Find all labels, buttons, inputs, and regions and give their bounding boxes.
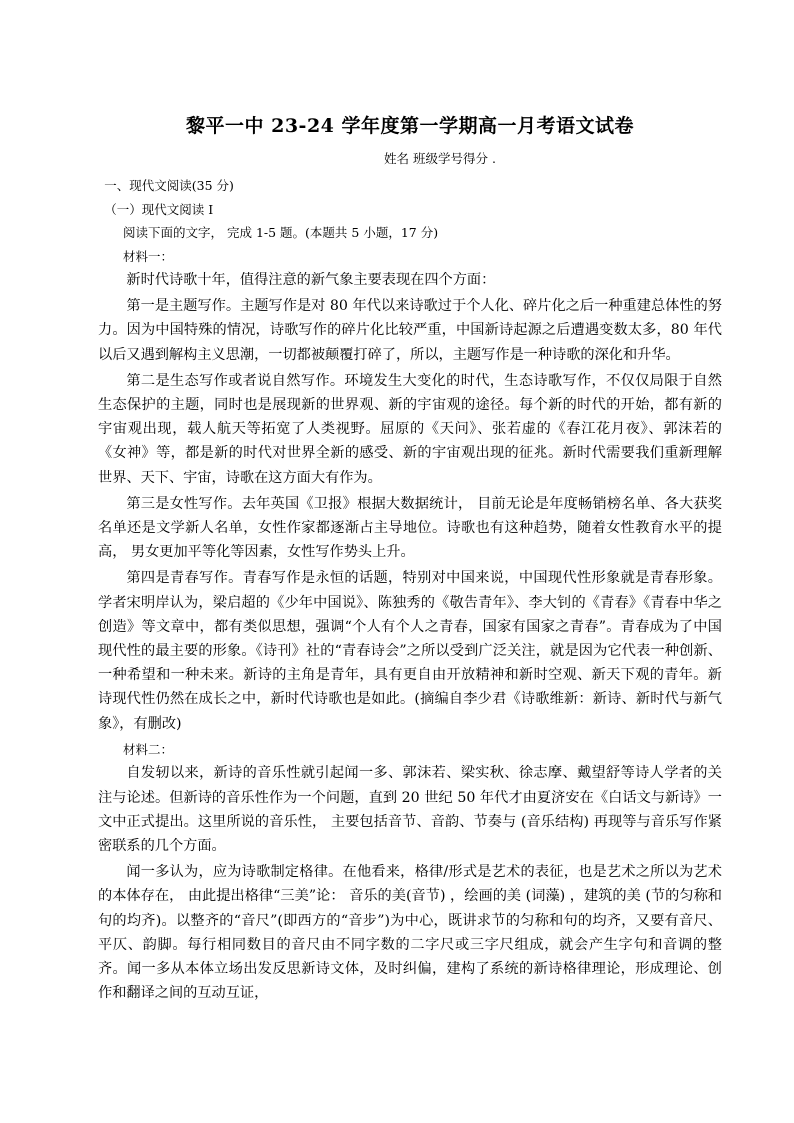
material-1-paragraph: 第二是生态写作或者说自然写作。环境发生大变化的时代，生态诗歌写作，不仅仅局限于自然生态保护的主题，同时也是展现新的世界观、新的宇宙观的途径。每个新的时代的开始，都有新的宇宙观出现，载人航天等拓宽了人类视野。屈原的《天问》、张若虚的《春江花月夜》、郭沫若的《女神》等，都是新的时代对世界全新的感受、新的宇宙观出现的征兆。新时代需要我们重新理解世界、天下、宇宙，诗歌在这方面大有作为。	[98, 372, 722, 486]
material-1-paragraph: 第一是主题写作。主题写作是对 80 年代以来诗歌过于个人化、碎片化之后一种重建总体性的努力。因为中国特殊的情况，诗歌写作的碎片化比较严重，中国新诗起源之后遭遇变数太多，80 年代以后又遇到解构主义思潮，一切都被颠覆打碎了，所以，主题写作是一种诗歌的深化和升华。	[98, 298, 722, 363]
subsection-heading-reading-1: （一）现代文阅读 I	[104, 201, 214, 217]
material-1-label: 材料一：	[123, 248, 174, 264]
exam-page	[98, 112, 722, 1007]
material-2-paragraph: 闻一多认为，应为诗歌制定格律。在他看来，格律/形式是艺术的表征，也是艺术之所以为艺术的本体存在， 由此提出格律“三美”论： 音乐的美(音节) ，绘画的美 (词藻) ，建筑的美 (节的匀称和句的均齐)。以整齐的“音尺”(即西方的“音步”)为中心，既讲求节的匀称和句的均齐，又要有音尺、平仄、韵脚。每行相同数目的音尺由不同字数的二字尺或三字尺组成，就会产生字句和音调的整齐。闻一多从本体立场出发反思新诗文体，及时纠偏，建构了系统的新诗格律理论，形成理论、创作和翻译之间的互动互证，	[98, 864, 722, 1002]
section-heading-reading: 一、现代文阅读(35 分)	[104, 178, 234, 193]
material-2-paragraph: 自发轫以来，新诗的音乐性就引起闻一多、郭沫若、梁实秋、徐志摩、戴望舒等诗人学者的关注与论述。但新诗的音乐性作为一个问题，直到 20 世纪 50 年代才由夏济安在《白话文与新诗》一文中正式提出。这里所说的音乐性， 主要包括音节、音韵、节奏与 (音乐结构) 再现等与音乐写作紧密联系的几个方面。	[98, 765, 722, 854]
instruction-text: 阅读下面的文字， 完成 1-5 题。(本题共 5 小题，17 分)	[123, 225, 439, 240]
material-1-paragraph: 第三是女性写作。去年英国《卫报》根据大数据统计， 目前无论是年度畅销榜名单、各大获奖名单还是文学新人名单，女性作家都逐渐占主导地位。诗歌也有这种趋势，随着女性教育水平的提高， 男女更加平等化等因素，女性写作势头上升。	[98, 495, 722, 561]
student-info-line: 姓名 班级学号得分 .	[384, 151, 496, 166]
exam-title: 黎平一中 23-24 学年度第一学期高一月考语文试卷	[186, 115, 634, 137]
material-1-paragraph: 第四是青春写作。青春写作是永恒的话题，特别对中国来说，中国现代性形象就是青春形象。学者宋明岸认为，梁启超的《少年中国说》、陈独秀的《敬告青年》、李大钊的《青春》《青春中华之创造》等文章中，都有类似思想，强调“个人有个人之青春，国家有国家之青春”。青春成为了中国现代性的最主要的形象。《诗刊》社的“青春诗会”之所以受到广泛关注，就是因为它代表一种创新、一种希望和一种未来。新诗的主角是青年，具有更自由开放精神和新时空观、新天下观的青年。新诗现代性仍然在成长之中，新时代诗歌也是如此。(摘编自李少君《诗歌维新：新诗、新时代与新气象》，有删改)	[98, 570, 722, 732]
material-1-paragraph: 新时代诗歌十年，值得注意的新气象主要表现在四个方面：	[126, 272, 496, 288]
material-2-label: 材料二：	[123, 741, 174, 757]
